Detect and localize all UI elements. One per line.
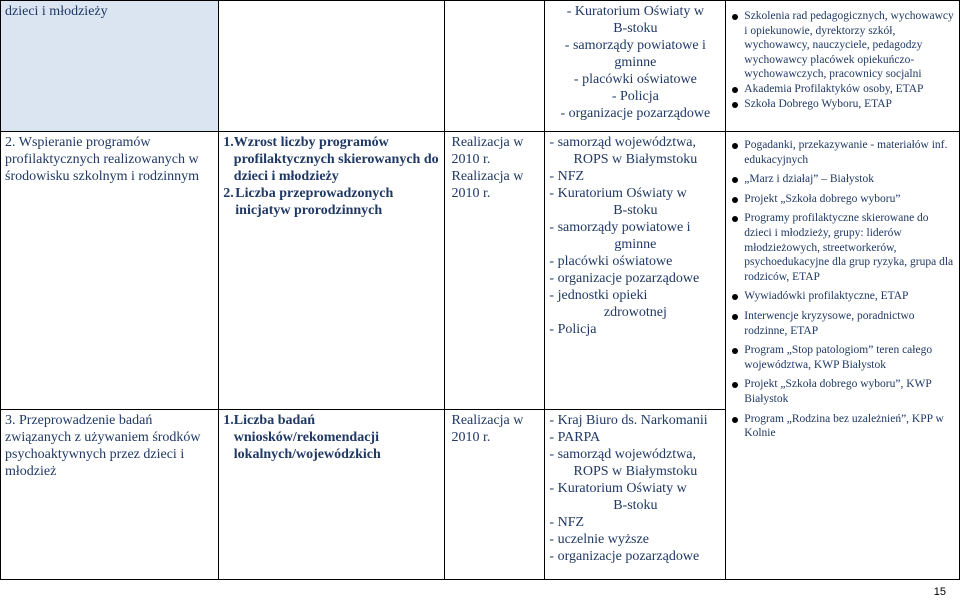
list-item: Programy profilaktyczne skierowane do dzieci i młodzieży, grupy: liderów młodzieżowych, streetworkerów, psychoedukacyjne dla grup ryzyka, grupa dla rodziców, ETAP — [730, 211, 955, 284]
row3-indicator-cell — [219, 410, 445, 580]
bullet-icon — [732, 382, 738, 388]
bullet-icon — [732, 314, 738, 320]
page-number: 15 — [933, 586, 946, 598]
indicator-item: 2. Liczba przeprowadzonych inicjatyw prorodzinnych — [223, 186, 394, 218]
partner-line: gminne — [614, 55, 657, 70]
row1-objective-text: dzieci i młodzieży — [5, 4, 108, 19]
row3-objective-text: 3. Przeprowadzenie badań związanych z używaniem środków psychoaktywnych przez dzieci i młodzież — [5, 413, 201, 479]
partner-line: gminne — [614, 237, 657, 252]
list-item: Program „Stop patologiom” teren całego województwa, KWP Białystok — [730, 343, 955, 372]
partner-line: - organizacje pozarządowe — [560, 106, 711, 121]
partner-line: - PARPA — [549, 430, 601, 445]
partner-line: - jednostki opieki — [549, 288, 648, 303]
bullet-icon — [732, 294, 738, 300]
row1-indicator-cell — [219, 1, 445, 132]
row3-timeline-cell — [445, 410, 545, 580]
list-item: Szkoła Dobrego Wyboru, ETAP — [730, 97, 955, 112]
list-item: Akademia Profilaktyków osoby, ETAP — [730, 82, 955, 97]
partner-line: ROPS w Białymstoku — [573, 152, 698, 167]
partner-line: - NFZ — [549, 169, 585, 184]
row1-actions-cell — [726, 1, 960, 132]
bullet-icon — [732, 177, 738, 183]
row1-timeline-cell — [445, 1, 545, 132]
list-item: Wywiadówki profilaktyczne, ETAP — [730, 289, 955, 304]
partner-line: zdrowotnej — [603, 305, 667, 320]
partner-line: - organizacje pozarządowe — [549, 271, 700, 286]
row2-indicator-cell — [219, 132, 445, 410]
partner-line: - placówki oświatowe — [549, 254, 673, 269]
timeline-line: Realizacja w — [451, 169, 524, 184]
row3-objective-cell — [1, 410, 219, 580]
row1-objective-cell — [1, 1, 219, 132]
row3-partners-cell — [545, 410, 726, 580]
partner-line: B-stoku — [613, 203, 658, 218]
list-item: „Marz i działaj” – Białystok — [730, 172, 955, 187]
partner-line: - Policja — [549, 322, 597, 337]
row2-objective-text: 2. Wspieranie programów profilaktycznych realizowanych w środowisku szkolnym i rodzinnym — [5, 135, 200, 184]
partner-line: - Policja — [611, 89, 659, 104]
bullet-icon — [732, 87, 738, 93]
list-item: Projekt „Szkoła dobrego wyboru”, KWP Białystok — [730, 377, 955, 406]
list-item: Program „Rodzina bez uzależnień”, KPP w Kolnie — [730, 412, 955, 441]
row1-partners-cell — [545, 1, 726, 132]
partner-line: - samorządy powiatowe i — [549, 220, 691, 235]
bullet-icon — [732, 14, 738, 20]
table-row — [1, 132, 960, 410]
partner-line: - samorząd województwa, — [549, 447, 696, 462]
partner-line: - Kuratorium Oświaty w — [549, 481, 687, 496]
partner-line: - samorząd województwa, — [549, 135, 696, 150]
partner-line: - Kuratorium Oświaty w — [549, 186, 687, 201]
partner-line: - Kraj Biuro ds. Narkomanii — [549, 413, 708, 428]
bullet-icon — [732, 102, 738, 108]
list-item: Projekt „Szkoła dobrego wyboru” — [730, 192, 955, 207]
partner-line: - placówki oświatowe — [573, 72, 697, 87]
bullet-icon — [732, 417, 738, 423]
partner-line: - samorządy powiatowe i — [564, 38, 706, 53]
timeline-line: 2010 r. — [451, 152, 491, 167]
bullet-icon — [732, 197, 738, 203]
list-item: Interwencje kryzysowe, poradnictwo rodzinne, ETAP — [730, 309, 955, 338]
partner-line: B-stoku — [613, 498, 658, 513]
table-row — [1, 1, 960, 132]
row2-timeline-cell — [445, 132, 545, 410]
timeline-line: 2010 r. — [451, 430, 491, 445]
bullet-icon — [732, 143, 738, 149]
partner-line: - NFZ — [549, 515, 585, 530]
indicator-item: 1. Wzrost liczby programów profilaktycznych skierowanych do dzieci i młodzieży — [223, 135, 439, 184]
partner-line: - Kuratorium Oświaty w — [566, 4, 704, 19]
row2-actions-cell — [726, 132, 960, 580]
partner-line: ROPS w Białymstoku — [573, 464, 698, 479]
row2-partners-cell — [545, 132, 726, 410]
indicator-item: 1. Liczba badań wniosków/rekomendacji lokalnych/wojewódzkich — [223, 413, 381, 462]
bullet-icon — [732, 348, 738, 354]
timeline-line: 2010 r. — [451, 186, 491, 201]
timeline-line: Realizacja w — [451, 413, 524, 428]
list-item: Szkolenia rad pedagogicznych, wychowawcy i opiekunowie, dyrektorzy szkół, wychowawcy, nauczyciele, pedagodzy wychowawcy placówek opiekuńczo-wychowawczych, pracownicy socjalni — [730, 9, 955, 82]
timeline-line: Realizacja w — [451, 135, 524, 150]
partner-line: - organizacje pozarządowe — [549, 549, 700, 564]
partner-line: - uczelnie wyższe — [549, 532, 649, 547]
list-item: Pogadanki, przekazywanie - materiałów inf. edukacyjnych — [730, 138, 955, 167]
row2-objective-cell — [1, 132, 219, 410]
partner-line: B-stoku — [613, 21, 658, 36]
bullet-icon — [732, 216, 738, 222]
